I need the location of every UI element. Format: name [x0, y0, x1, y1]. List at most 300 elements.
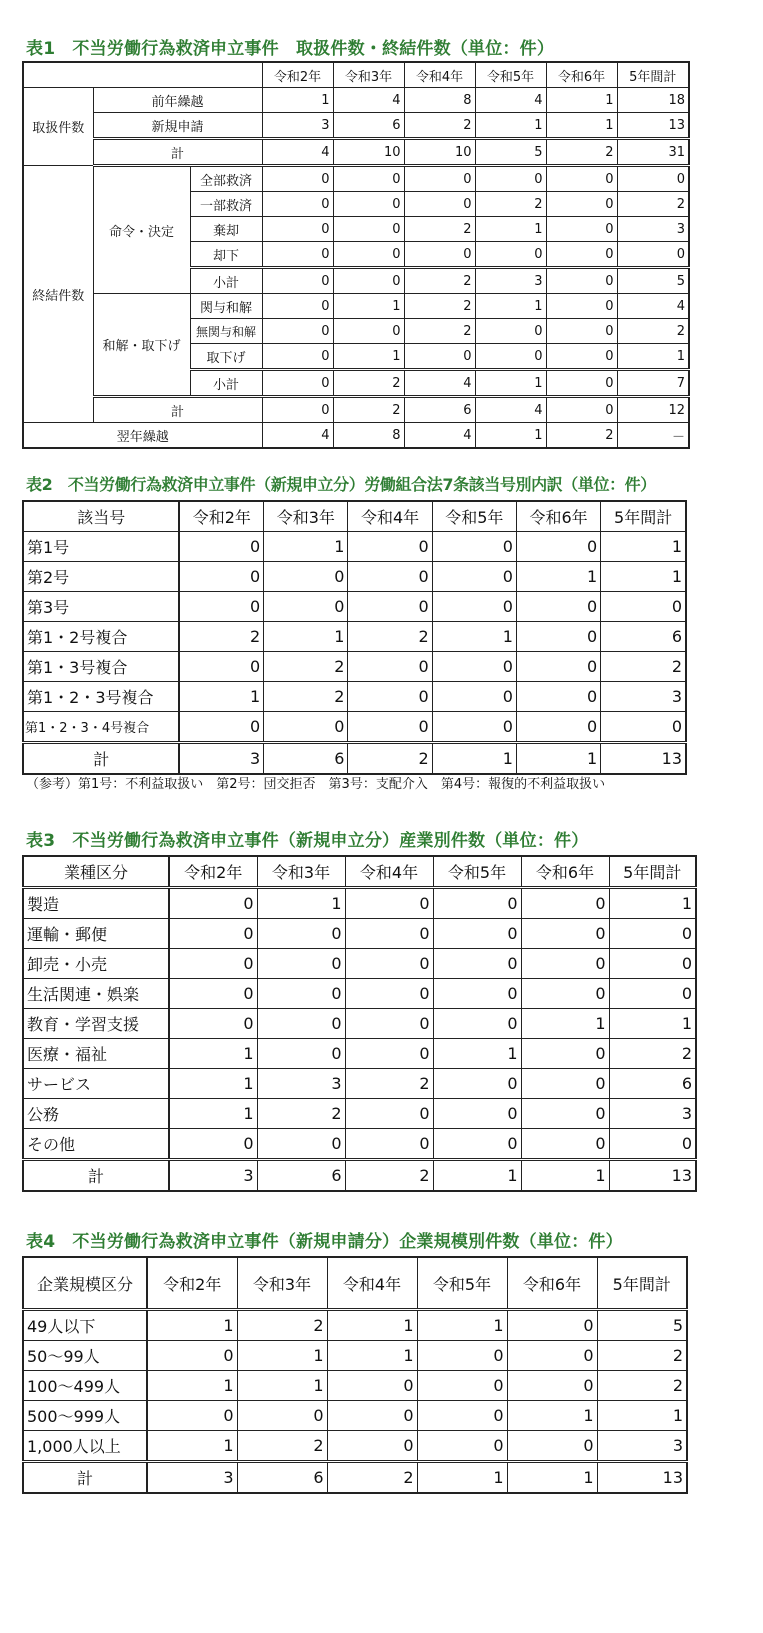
cell: 0 — [348, 592, 432, 622]
row-label: 棄却 — [190, 217, 262, 242]
row-label: 計 — [93, 397, 262, 423]
col-header: 令和4年 — [327, 1257, 417, 1310]
row-label: 100～499人 — [23, 1371, 147, 1401]
sub-order: 命令・決定 — [93, 166, 190, 294]
cell: 0 — [333, 166, 404, 192]
col-header: 令和3年 — [264, 501, 348, 532]
cell: 5 — [597, 1310, 687, 1341]
cell: 0 — [348, 682, 432, 712]
table-row — [23, 592, 686, 622]
cell: 1 — [609, 1009, 696, 1039]
cell: 1 — [507, 1462, 597, 1494]
cell: 0 — [609, 919, 696, 949]
row-label: 第1・2・3号複合 — [23, 682, 179, 712]
table4-title: 表4 不当労働行為救済申立事件（新規申請分）企業規模別件数（単位：件） — [26, 1232, 623, 1252]
row-label: 却下 — [190, 242, 262, 268]
table-row — [23, 1341, 687, 1371]
cell: 10 — [404, 139, 475, 166]
row-label: 卸売・小売 — [23, 949, 169, 979]
cell: 10 — [333, 139, 404, 166]
cell: 0 — [179, 532, 263, 562]
cell: 0 — [521, 1099, 609, 1129]
col-header: 令和5年 — [417, 1257, 507, 1310]
cell: 0 — [417, 1371, 507, 1401]
cell: 0 — [345, 1129, 433, 1160]
table-row — [23, 532, 686, 562]
sub-settle: 和解・取下げ — [93, 294, 190, 397]
cell: 0 — [417, 1341, 507, 1371]
table-row — [23, 919, 696, 949]
cell: 0 — [617, 242, 689, 268]
cell: 0 — [546, 397, 617, 423]
table1-title: 表1 不当労働行為救済申立事件 取扱件数・終結件数（単位：件） — [26, 39, 555, 59]
cell: 1 — [432, 622, 516, 652]
table-row — [23, 888, 696, 919]
row-label: その他 — [23, 1129, 169, 1160]
cell: 0 — [404, 192, 475, 217]
table-row — [23, 1371, 687, 1401]
row-label: 計 — [23, 1462, 147, 1494]
cell: 0 — [521, 1129, 609, 1160]
cell: 2 — [264, 652, 348, 682]
col-header: 5年間計 — [617, 62, 689, 88]
col-header: 令和4年 — [404, 62, 475, 88]
row-label: 小計 — [190, 370, 262, 397]
cell: 0 — [507, 1341, 597, 1371]
row-label: 1,000人以上 — [23, 1431, 147, 1462]
col-header: 令和6年 — [546, 62, 617, 88]
table-row — [23, 1401, 687, 1431]
cell: 2 — [257, 1099, 345, 1129]
cell: 2 — [264, 682, 348, 712]
cell: 0 — [433, 979, 521, 1009]
cell: 0 — [257, 919, 345, 949]
col-header: 令和5年 — [432, 501, 516, 532]
cell: 3 — [169, 1160, 257, 1192]
total-row — [23, 1462, 687, 1494]
table-row — [23, 652, 686, 682]
cell: 0 — [475, 166, 546, 192]
row-label: 50～99人 — [23, 1341, 147, 1371]
row-label: 医療・福祉 — [23, 1039, 169, 1069]
cell: 0 — [521, 949, 609, 979]
cell: 2 — [327, 1462, 417, 1494]
cell: 0 — [333, 319, 404, 344]
cell: 1 — [264, 532, 348, 562]
cell: 1 — [432, 743, 516, 775]
table-row — [23, 1129, 696, 1160]
cell: 3 — [475, 268, 546, 294]
row-label: 教育・学習支援 — [23, 1009, 169, 1039]
row-label: 500～999人 — [23, 1401, 147, 1431]
cell: 2 — [546, 423, 617, 449]
cell: 0 — [257, 1039, 345, 1069]
cell: 0 — [433, 1069, 521, 1099]
table3-title: 表3 不当労働行為救済申立事件（新規申立分）産業別件数（単位：件） — [26, 831, 589, 851]
cell: 0 — [521, 919, 609, 949]
row-label: 無関与和解 — [190, 319, 262, 344]
cell: 2 — [404, 268, 475, 294]
row-label: 翌年繰越 — [23, 423, 262, 449]
table2-body — [23, 532, 686, 775]
row-label: 取下げ — [190, 344, 262, 370]
cell: 0 — [169, 888, 257, 919]
cell: 1 — [601, 532, 686, 562]
cell: 1 — [237, 1341, 327, 1371]
table-row — [23, 1310, 687, 1341]
cell: 0 — [432, 592, 516, 622]
row-label: 第3号 — [23, 592, 179, 622]
cell: 1 — [516, 562, 600, 592]
cell: 0 — [264, 592, 348, 622]
cell: 13 — [609, 1160, 696, 1192]
col-header: 令和3年 — [333, 62, 404, 88]
cell: 1 — [475, 370, 546, 397]
cell: 0 — [262, 242, 333, 268]
cell: 1 — [417, 1462, 507, 1494]
cell: 4 — [404, 370, 475, 397]
cell: 0 — [169, 919, 257, 949]
cell: 1 — [475, 217, 546, 242]
industry-table — [22, 855, 697, 1192]
cell: 0 — [348, 562, 432, 592]
cell: 0 — [327, 1371, 417, 1401]
cell: 1 — [237, 1371, 327, 1401]
cell: 0 — [546, 166, 617, 192]
cell: 2 — [237, 1310, 327, 1341]
cell: － — [617, 423, 689, 449]
cell: 0 — [404, 166, 475, 192]
cell: 3 — [257, 1069, 345, 1099]
table2-title: 表2 不当労働行為救済申立事件（新規申立分）労働組合法7条該当号別内訳（単位：件） — [26, 475, 656, 494]
cell: 2 — [404, 294, 475, 319]
cell: 0 — [264, 562, 348, 592]
row-label: 計 — [23, 1160, 169, 1192]
cell: 0 — [345, 919, 433, 949]
row-label: 第1・2号複合 — [23, 622, 179, 652]
cell: 6 — [237, 1462, 327, 1494]
cell: 0 — [333, 217, 404, 242]
col-header: 令和2年 — [262, 62, 333, 88]
cell: 0 — [257, 1009, 345, 1039]
cell: 0 — [262, 397, 333, 423]
cell: 0 — [264, 712, 348, 743]
total-row — [23, 1160, 696, 1192]
cell: 4 — [333, 88, 404, 113]
cell: 0 — [507, 1431, 597, 1462]
table2-note: （参考）第1号：不利益取扱い 第2号：団交拒否 第3号：支配介入 第4号：報復的不利益取扱い — [26, 777, 606, 792]
table-row — [23, 1039, 696, 1069]
cell: 0 — [345, 888, 433, 919]
cell: 1 — [169, 1039, 257, 1069]
cell: 0 — [417, 1401, 507, 1431]
cell: 1 — [333, 344, 404, 370]
cell: 0 — [179, 592, 263, 622]
cell: 0 — [169, 1009, 257, 1039]
row-label: 計 — [93, 139, 262, 166]
cell: 0 — [433, 949, 521, 979]
cell: 1 — [475, 423, 546, 449]
table-row — [23, 979, 696, 1009]
cell: 1 — [433, 1039, 521, 1069]
cell: 0 — [333, 268, 404, 294]
cell: 2 — [617, 192, 689, 217]
cell: 3 — [601, 682, 686, 712]
cell: 0 — [327, 1431, 417, 1462]
cell: 7 — [617, 370, 689, 397]
cell: 6 — [404, 397, 475, 423]
cell: 3 — [262, 113, 333, 139]
table-row — [23, 1099, 696, 1129]
col-header: 令和3年 — [237, 1257, 327, 1310]
cell: 6 — [601, 622, 686, 652]
cell: 0 — [262, 166, 333, 192]
cell: 5 — [617, 268, 689, 294]
cell: 3 — [617, 217, 689, 242]
cell: 6 — [264, 743, 348, 775]
cell: 12 — [617, 397, 689, 423]
table-row — [23, 712, 686, 743]
table-row — [23, 682, 686, 712]
cell: 0 — [169, 949, 257, 979]
cell: 4 — [617, 294, 689, 319]
cell: 0 — [521, 1039, 609, 1069]
cell: 2 — [333, 370, 404, 397]
table-row — [23, 949, 696, 979]
group-handling: 取扱件数 — [23, 88, 93, 166]
cell: 8 — [404, 88, 475, 113]
cell: 3 — [147, 1462, 237, 1494]
cell: 0 — [432, 682, 516, 712]
cell: 2 — [237, 1431, 327, 1462]
cell: 1 — [546, 88, 617, 113]
row-label: 前年繰越 — [93, 88, 262, 113]
group-concluded: 終結件数 — [23, 166, 93, 423]
cell: 0 — [546, 370, 617, 397]
col-header: 5年間計 — [609, 856, 696, 888]
cell: 0 — [147, 1401, 237, 1431]
col-header: 5年間計 — [597, 1257, 687, 1310]
cell: 1 — [601, 562, 686, 592]
cell: 0 — [262, 268, 333, 294]
cell: 1 — [147, 1310, 237, 1341]
cell: 1 — [617, 344, 689, 370]
col-header: 令和4年 — [348, 501, 432, 532]
row-label: 第1号 — [23, 532, 179, 562]
cell: 0 — [546, 192, 617, 217]
row-label: 関与和解 — [190, 294, 262, 319]
cell: 0 — [169, 1129, 257, 1160]
cell: 0 — [475, 242, 546, 268]
handling-concluded-table — [22, 61, 690, 449]
row-label: 新規申請 — [93, 113, 262, 139]
cell: 0 — [257, 1129, 345, 1160]
row-label: 一部救済 — [190, 192, 262, 217]
cell: 1 — [597, 1401, 687, 1431]
cell: 1 — [546, 113, 617, 139]
row-label: 運輸・郵便 — [23, 919, 169, 949]
cell: 1 — [169, 1099, 257, 1129]
cell: 0 — [147, 1341, 237, 1371]
cell: 2 — [333, 397, 404, 423]
cell: 1 — [333, 294, 404, 319]
cell: 0 — [404, 242, 475, 268]
cell: 0 — [432, 652, 516, 682]
cell: 0 — [262, 192, 333, 217]
cell: 4 — [262, 139, 333, 166]
cell: 3 — [179, 743, 263, 775]
cell: 1 — [262, 88, 333, 113]
col-header: 令和5年 — [475, 62, 546, 88]
cell: 0 — [546, 294, 617, 319]
cell: 2 — [404, 113, 475, 139]
cell: 4 — [404, 423, 475, 449]
total-row — [23, 743, 686, 775]
row-label: サービス — [23, 1069, 169, 1099]
cell: 1 — [433, 1160, 521, 1192]
cell: 0 — [521, 979, 609, 1009]
cell: 0 — [521, 1069, 609, 1099]
cell: 0 — [333, 192, 404, 217]
cell: 0 — [348, 532, 432, 562]
cell: 0 — [546, 268, 617, 294]
cell: 0 — [262, 370, 333, 397]
cell: 0 — [617, 166, 689, 192]
cell: 2 — [597, 1371, 687, 1401]
company-size-table — [22, 1256, 688, 1494]
cell: 6 — [257, 1160, 345, 1192]
cell: 0 — [609, 1129, 696, 1160]
cell: 0 — [333, 242, 404, 268]
article7-breakdown-table — [22, 500, 687, 775]
cell: 2 — [404, 319, 475, 344]
cell: 0 — [404, 344, 475, 370]
cell: 0 — [345, 949, 433, 979]
cell: 0 — [516, 622, 600, 652]
table-row — [23, 562, 686, 592]
cell: 5 — [475, 139, 546, 166]
cell: 0 — [546, 319, 617, 344]
cell: 0 — [609, 979, 696, 1009]
row-label: 計 — [23, 743, 179, 775]
cell: 0 — [601, 592, 686, 622]
cell: 4 — [475, 397, 546, 423]
cell: 0 — [345, 979, 433, 1009]
cell: 0 — [546, 344, 617, 370]
cell: 13 — [601, 743, 686, 775]
cell: 18 — [617, 88, 689, 113]
cell: 0 — [432, 562, 516, 592]
row-label: 第1・2・3・4号複合 — [23, 712, 179, 743]
cell: 0 — [516, 652, 600, 682]
cell: 0 — [516, 532, 600, 562]
cell: 0 — [546, 217, 617, 242]
cell: 1 — [475, 294, 546, 319]
cell: 1 — [179, 682, 263, 712]
cell: 0 — [433, 888, 521, 919]
row-label: 第1・3号複合 — [23, 652, 179, 682]
cell: 8 — [333, 423, 404, 449]
corner-label: 業種区分 — [23, 856, 169, 888]
cell: 2 — [348, 743, 432, 775]
cell: 6 — [609, 1069, 696, 1099]
cell: 4 — [475, 88, 546, 113]
cell: 1 — [327, 1310, 417, 1341]
cell: 0 — [345, 1009, 433, 1039]
cell: 0 — [169, 979, 257, 1009]
corner-label: 企業規模区分 — [23, 1257, 147, 1310]
cell: 0 — [433, 1099, 521, 1129]
cell: 2 — [617, 319, 689, 344]
cell: 0 — [601, 712, 686, 743]
cell: 2 — [179, 622, 263, 652]
cell: 0 — [516, 592, 600, 622]
cell: 0 — [348, 652, 432, 682]
row-label: 第2号 — [23, 562, 179, 592]
cell: 2 — [475, 192, 546, 217]
cell: 13 — [617, 113, 689, 139]
table-row — [23, 1069, 696, 1099]
cell: 0 — [257, 949, 345, 979]
cell: 0 — [521, 888, 609, 919]
col-header: 令和2年 — [169, 856, 257, 888]
cell: 2 — [546, 139, 617, 166]
cell: 2 — [345, 1069, 433, 1099]
col-header: 令和3年 — [257, 856, 345, 888]
cell: 2 — [609, 1039, 696, 1069]
cell: 1 — [147, 1371, 237, 1401]
cell: 0 — [516, 712, 600, 743]
cell: 2 — [597, 1341, 687, 1371]
cell: 2 — [348, 622, 432, 652]
cell: 0 — [348, 712, 432, 743]
cell: 1 — [516, 743, 600, 775]
cell: 4 — [262, 423, 333, 449]
cell: 0 — [262, 344, 333, 370]
cell: 0 — [475, 319, 546, 344]
cell: 0 — [609, 949, 696, 979]
col-header: 令和2年 — [179, 501, 263, 532]
cell: 0 — [179, 652, 263, 682]
row-label: 49人以下 — [23, 1310, 147, 1341]
cell: 2 — [345, 1160, 433, 1192]
cell: 0 — [237, 1401, 327, 1431]
cell: 0 — [433, 1009, 521, 1039]
cell: 1 — [169, 1069, 257, 1099]
cell: 1 — [417, 1310, 507, 1341]
cell: 0 — [262, 217, 333, 242]
col-header: 令和6年 — [521, 856, 609, 888]
cell: 0 — [507, 1371, 597, 1401]
cell: 13 — [597, 1462, 687, 1494]
cell: 0 — [546, 242, 617, 268]
cell: 1 — [327, 1341, 417, 1371]
cell: 0 — [179, 712, 263, 743]
cell: 31 — [617, 139, 689, 166]
cell: 1 — [609, 888, 696, 919]
col-header: 令和5年 — [433, 856, 521, 888]
row-label: 小計 — [190, 268, 262, 294]
col-header: 令和4年 — [345, 856, 433, 888]
cell: 3 — [609, 1099, 696, 1129]
cell: 1 — [264, 622, 348, 652]
corner-label: 該当号 — [23, 501, 179, 532]
col-header: 5年間計 — [601, 501, 686, 532]
cell: 0 — [345, 1099, 433, 1129]
row-label: 公務 — [23, 1099, 169, 1129]
cell: 0 — [475, 344, 546, 370]
cell: 1 — [257, 888, 345, 919]
